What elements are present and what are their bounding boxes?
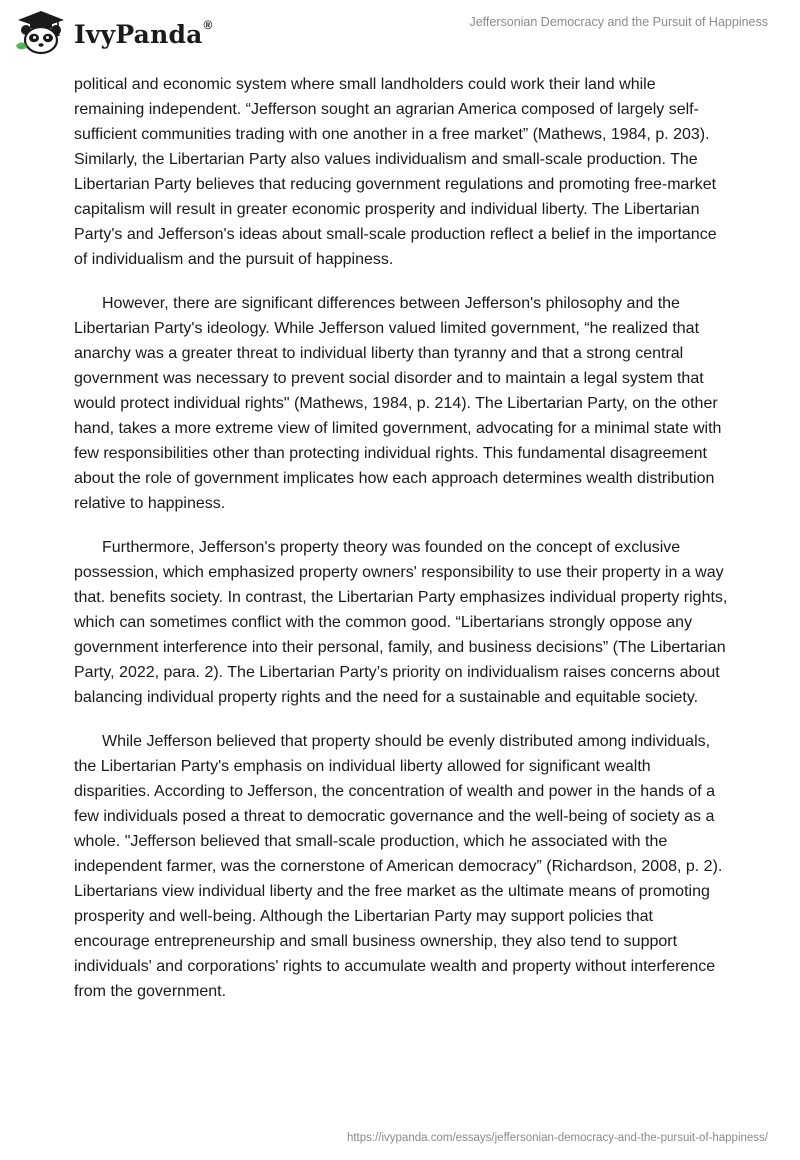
logo-wordmark: IvyPanda®	[74, 17, 213, 49]
paragraph: However, there are significant differences between Jefferson's philosophy and the Libertarian Party's ideology. While Jefferson valued limited government, “he realized that anarchy was a greater threat to individual liberty than tyranny and that a strong central government was necessary to prevent social disorder and to maintain a legal system that would protect individual rights" (Mathews, 1984, p. 214). The Libertarian Party, on the other hand, takes a more extreme view of limited government, advocating for a minimal state with few responsibilities other than protecting individual rights. This fundamental disagreement about the role of government implicates how each approach determines wealth distribution relative to happiness.	[74, 295, 722, 512]
document-title: Jeffersonian Democracy and the Pursuit of Happiness	[469, 15, 768, 29]
paragraph: Furthermore, Jefferson's property theory was founded on the concept of exclusive possession, which emphasized property owners' responsibility to use their property in a way that. benefits society. In contrast, the Libertarian Party emphasizes individual property rights, which can sometimes conflict with the common good. “Libertarians strongly oppose any government interference into their personal, family, and business decisions” (The Libertarian Party, 2022, para. 2). The Libertarian Party’s priority on individualism raises concerns about balancing individual property rights and the need for a sustainable and equitable society.	[74, 539, 728, 706]
page-header	[0, 0, 800, 64]
paragraph: political and economic system where small landholders could work their land while remaining independent. “Jefferson sought an agrarian America composed of largely self-sufficient communities trading with one another in a free market” (Mathews, 1984, p. 203). Similarly, the Libertarian Party also values individualism and small-scale production. The Libertarian Party believes that reducing government regulations and promoting free-market capitalism will result in greater economic prosperity and individual liberty. The Libertarian Party's and Jefferson's ideas about small-scale production reflect a belief in the importance of individualism and the pursuit of happiness.	[74, 76, 717, 268]
ivypanda-logo[interactable]	[14, 8, 212, 58]
registered-mark: ®	[203, 17, 213, 32]
ivypanda-graduate-mascot-icon	[14, 8, 68, 58]
essay-body	[74, 72, 730, 1023]
source-url[interactable]: https://ivypanda.com/essays/jeffersonian-democracy-and-the-pursuit-of-happiness/	[346, 1132, 768, 1144]
paragraph: While Jefferson believed that property should be evenly distributed among individuals, the Libertarian Party's emphasis on individual liberty allowed for significant wealth disparities. According to Jefferson, the concentration of wealth and power in the hands of a few individuals posed a threat to democratic governance and the well-being of society as a whole. "Jefferson believed that small-scale production, which he associated with the independent farmer, was the cornerstone of American democracy” (Richardson, 2008, p. 2). Libertarians view individual liberty and the free market as the ultimate means of promoting prosperity and well-being. Although the Libertarian Party may support policies that encourage entrepreneurship and small business ownership, they also tend to support individuals' and corporations' rights to accumulate wealth and property without interference from the government.	[74, 733, 723, 1000]
